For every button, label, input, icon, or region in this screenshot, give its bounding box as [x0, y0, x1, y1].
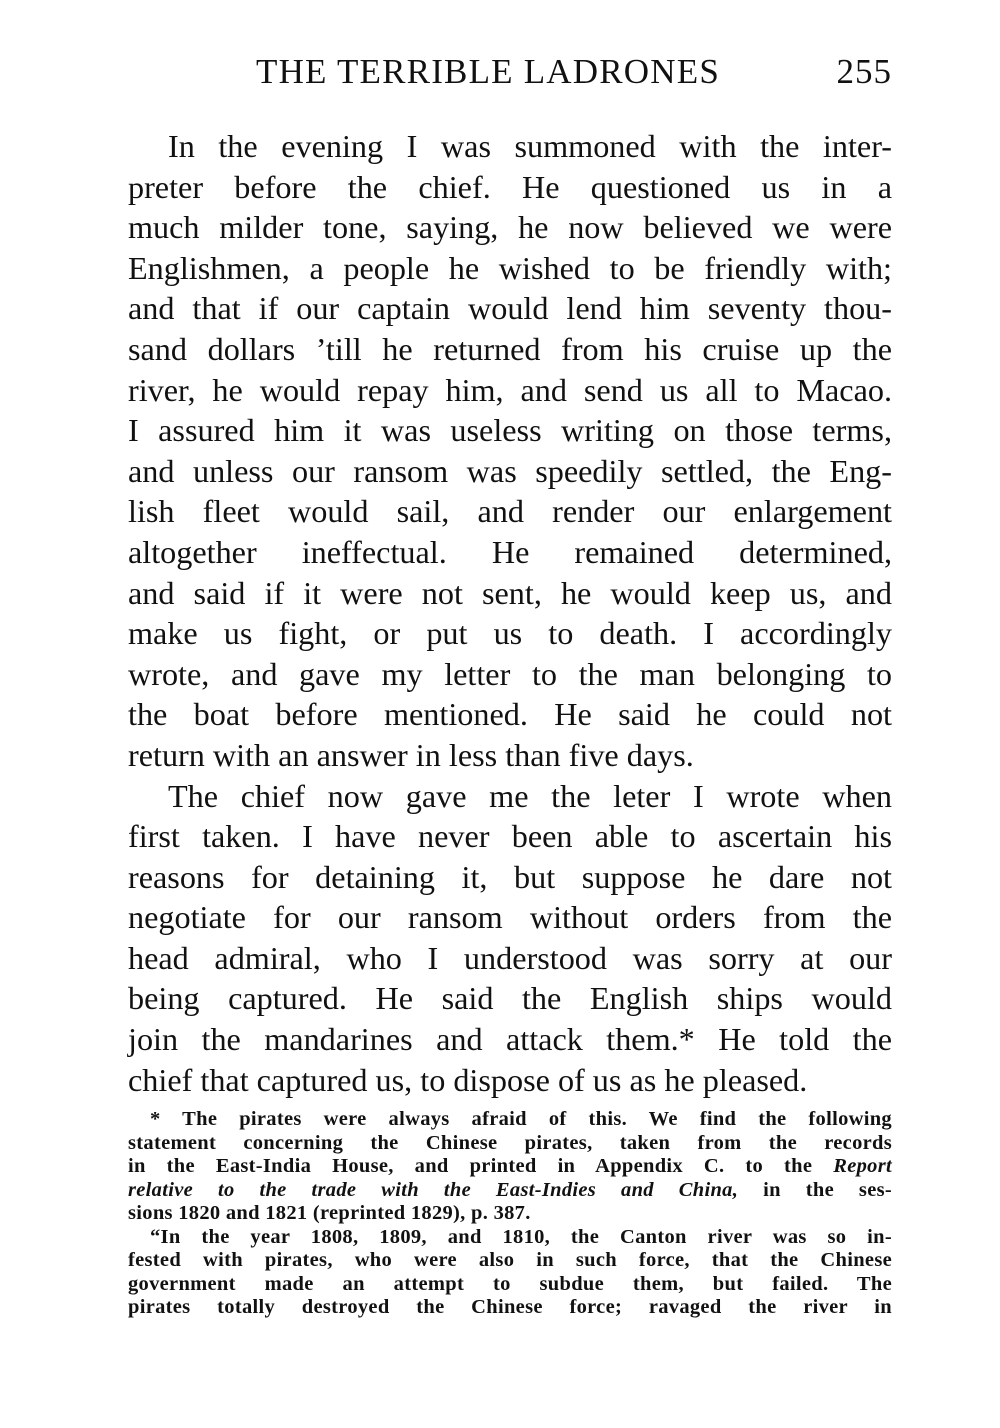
footnote-line: sions 1820 and 1821 (reprinted 1829), p. 387.: [128, 1202, 531, 1225]
text-line: Englishmen, a people he wished to be friendly with;: [128, 249, 892, 286]
running-head: [128, 52, 892, 108]
body-text: [128, 126, 892, 1100]
footnote-2: [128, 1226, 892, 1320]
text-line: negotiate for our ransom without orders from the: [128, 899, 892, 936]
text-line: head admiral, who I understood was sorry at our: [128, 939, 892, 976]
footnote-line: “In the year 1808, 1809, and 1810, the Canton river was so in-: [150, 1225, 892, 1248]
footnote-1: [128, 1108, 892, 1226]
text-line: first taken. I have never been able to ascertain his: [128, 818, 892, 855]
text-line: make us fight, or put us to death. I accordingly: [128, 615, 892, 652]
footnote-line: [128, 1155, 892, 1179]
footnote-text: in the East-India House, and printed in Appendix C. to the: [128, 1155, 834, 1178]
running-title: THE TERRIBLE LADRONES: [256, 52, 720, 91]
footnote-line: fested with pirates, who were also in such force, that the Chinese: [128, 1249, 892, 1272]
text-line: and unless our ransom was speedily settled, the Eng-: [128, 452, 892, 489]
page-number: 255: [836, 52, 892, 91]
footnote-line: pirates totally destroyed the Chinese force; ravaged the river in: [128, 1296, 892, 1319]
paragraph-1: [128, 126, 892, 776]
footnotes: [128, 1108, 892, 1320]
text-line: reasons for detaining it, but suppose he dare not: [128, 858, 892, 895]
text-line: and that if our captain would lend him seventy thou-: [128, 290, 892, 327]
footnote-line: statement concerning the Chinese pirates, taken from the records: [128, 1131, 892, 1154]
text-line: sand dollars ’till he returned from his cruise up the: [128, 330, 892, 367]
text-line: join the mandarines and attack them.* He told the: [128, 1021, 892, 1058]
text-line: lish fleet would sail, and render our enlargement: [128, 493, 892, 530]
footnote-line: * The pirates were always afraid of this. We find the following: [150, 1108, 892, 1131]
text-line: The chief now gave me the leter I wrote when: [168, 777, 892, 814]
text-line: much milder tone, saying, he now believed we were: [128, 209, 892, 246]
report-title-italic: Report: [833, 1155, 892, 1178]
text-line: I assured him it was useless writing on those terms,: [128, 412, 892, 449]
text-line: preter before the chief. He questioned us in a: [128, 168, 892, 205]
text-line: river, he would repay him, and send us all to Macao.: [128, 371, 892, 408]
text-line: In the evening I was summoned with the inter-: [168, 128, 892, 164]
footnote-line: [128, 1179, 892, 1203]
footnote-text: in the ses-: [738, 1178, 893, 1201]
footnote-line: government made an attempt to subdue them, but failed. The: [128, 1272, 892, 1295]
text-line: the boat before mentioned. He said he could not: [128, 696, 892, 733]
report-title-italic: relative to the trade with the East-Indies and China,: [128, 1178, 739, 1201]
text-line: wrote, and gave my letter to the man belonging to: [128, 655, 892, 692]
text-line: return with an answer in less than five days.: [128, 736, 694, 773]
text-line: being captured. He said the English ships would: [128, 980, 892, 1017]
text-line: and said if it were not sent, he would keep us, and: [128, 574, 892, 611]
text-line: chief that captured us, to dispose of us as he pleased.: [128, 1061, 808, 1098]
text-line: altogether ineffectual. He remained determined,: [128, 533, 892, 570]
book-page: [128, 52, 892, 1320]
paragraph-2: [128, 776, 892, 1101]
